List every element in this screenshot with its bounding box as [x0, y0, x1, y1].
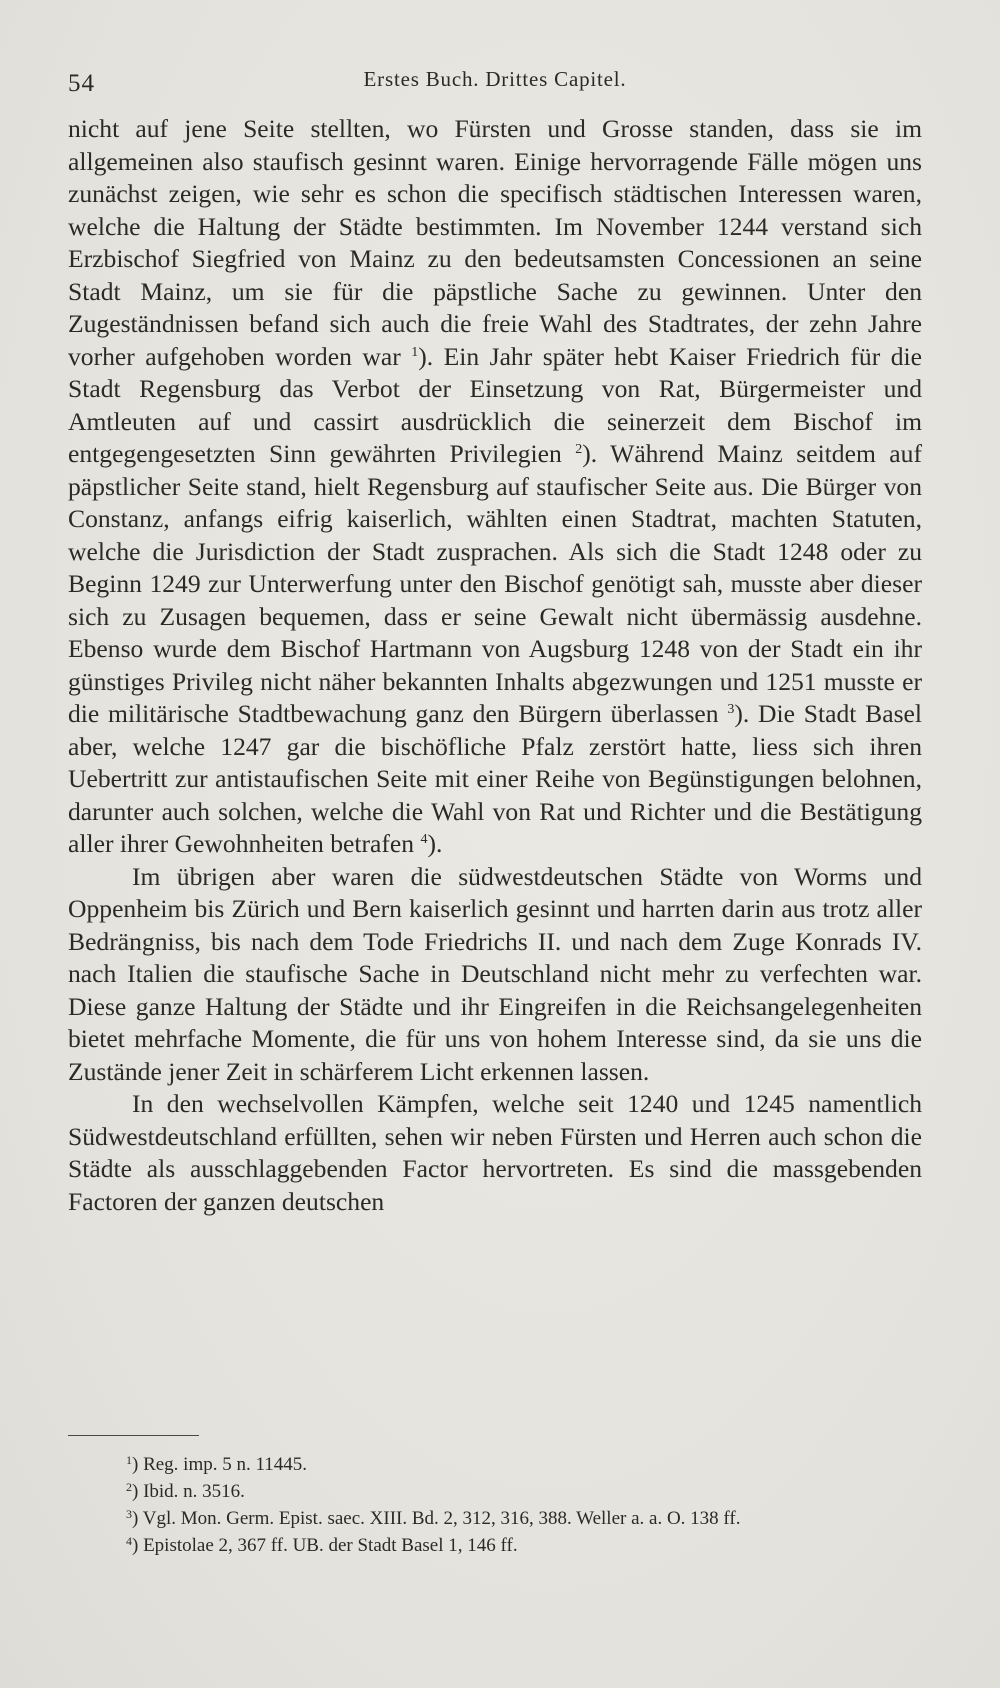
paragraph-1: [68, 113, 922, 861]
footnote-text: ) Ibid. n. 3516.: [132, 1481, 245, 1502]
text-segment: nicht auf jene Seite stellten, wo Fürsten und Grosse standen, dass sie im allgemeinen also staufisch gesinnt waren. Einige hervorragende Fälle mögen uns zunächst zeigen, wie sehr es schon die specifisch städtischen Interessen waren, welche die Haltung der Städte bestimmten. Im November 1244 verstand sich Erzbischof Siegfried von Mainz zu den bedeutsamsten Concessionen an seine Stadt Mainz, um sie für die päpstliche Sache zu gewinnen. Unter den Zugeständnissen befand sich auch die freie Wahl des Stadtrates, der zehn Jahre vorher aufgehoben worden war: [68, 114, 922, 371]
footnote-reference: 2: [575, 442, 583, 457]
footnote-mark: 2: [126, 1480, 132, 1494]
text-segment: ). Während Mainz seitdem auf päpstlicher Seite stand, hielt Regensburg auf staufischer Seite aus. Die Bürger von Constanz, anfangs eifrig kaiserlich, wählten einen Stadtrat, machten Statuten, welche die Jurisdiction der Stadt zusprachen. Als sich die Stadt 1248 oder zu Beginn 1249 zur Unterwerfung unter den Bischof genötigt sah, musste aber dieser sich zu Zusagen bequemen, dass er seine Gewalt nicht übermässig ausdehne. Ebenso wurde dem Bischof Hartmann von Augsburg 1248 von der Stadt ein ihr günstiges Privileg nicht näher bekannten Inhalts abgezwungen und 1251 musste er die militärische Stadtbewachung ganz den Bürgern überlassen: [68, 439, 922, 728]
footnote-mark: 3: [126, 1507, 132, 1521]
page-number: 54: [68, 70, 95, 97]
footnote-3: [68, 1505, 922, 1532]
text-segment: ). Die Stadt Basel aber, welche 1247 gar die bischöfliche Pfalz zerstört hatte, liess sich ihren Uebertritt zur antistaufischen Seite mit einer Reihe von Begünstigungen belohnen, darunter auch solchen, welche die Wahl von Rat und Richter und die Bestätigung aller ihrer Gewohnheiten betrafen: [68, 699, 923, 858]
running-head: Erstes Buch. Drittes Capitel.: [363, 67, 627, 91]
footnote-reference: 3: [727, 702, 735, 717]
text-segment: ).: [427, 829, 443, 858]
text-segment: ). Ein Jahr später hebt Kaiser Friedrich für die Stadt Regensburg das Verbot der Einsetzung von Rat, Bürgermeister und Amtleuten auf und cassirt ausdrücklich die seinerzeit dem Bischof im entgegengesetzten Sinn gewährten Privilegien: [68, 341, 922, 468]
paragraph-2: Im übrigen aber waren die südwestdeutschen Städte von Worms und Oppenheim bis Zürich und Bern kaiserlich gesinnt und harrten darin aus trotz aller Bedrängniss, bis nach dem Tode Friedrichs II. und nach dem Zuge Konrads IV. nach Italien die staufische Sache in Deutschland nicht mehr zu verfechten war. Diese ganze Haltung der Städte und ihr Eingreifen in die Reichsangelegenheiten bietet mehrfache Momente, die für uns von hohem Interesse sind, da sie uns die Zustände jener Zeit in schärferem Licht erkennen lassen.: [68, 861, 922, 1086]
footnote-text: ) Vgl. Mon. Germ. Epist. saec. XIII. Bd. 2, 312, 316, 388. Weller a. a. O. 138 ff.: [132, 1508, 741, 1529]
main-text: [68, 113, 922, 1218]
footnotes: [68, 1451, 922, 1559]
footnote-text: ) Epistolae 2, 367 ff. UB. der Stadt Basel 1, 146 ff.: [132, 1535, 518, 1556]
footnote-1: [68, 1451, 922, 1478]
paragraph-3: In den wechselvollen Kämpfen, welche seit 1240 und 1245 namentlich Südwestdeutschland erfüllten, sehen wir neben Fürsten und Herren auch schon die Städte als ausschlaggebenden Factor hervortreten. Es sind die massgebenden Factoren der ganzen deutschen: [68, 1089, 922, 1216]
footnote-4: [68, 1532, 922, 1559]
footnote-2: [68, 1478, 922, 1505]
footnote-mark: 1: [126, 1453, 132, 1467]
footnote-mark: 4: [126, 1534, 132, 1548]
page-header: [68, 62, 922, 102]
footnote-reference: 4: [420, 832, 428, 847]
footnote-reference: 1: [411, 344, 419, 360]
footnote-separator: [68, 1435, 199, 1436]
footnote-text: ) Reg. imp. 5 n. 11445.: [132, 1454, 308, 1475]
